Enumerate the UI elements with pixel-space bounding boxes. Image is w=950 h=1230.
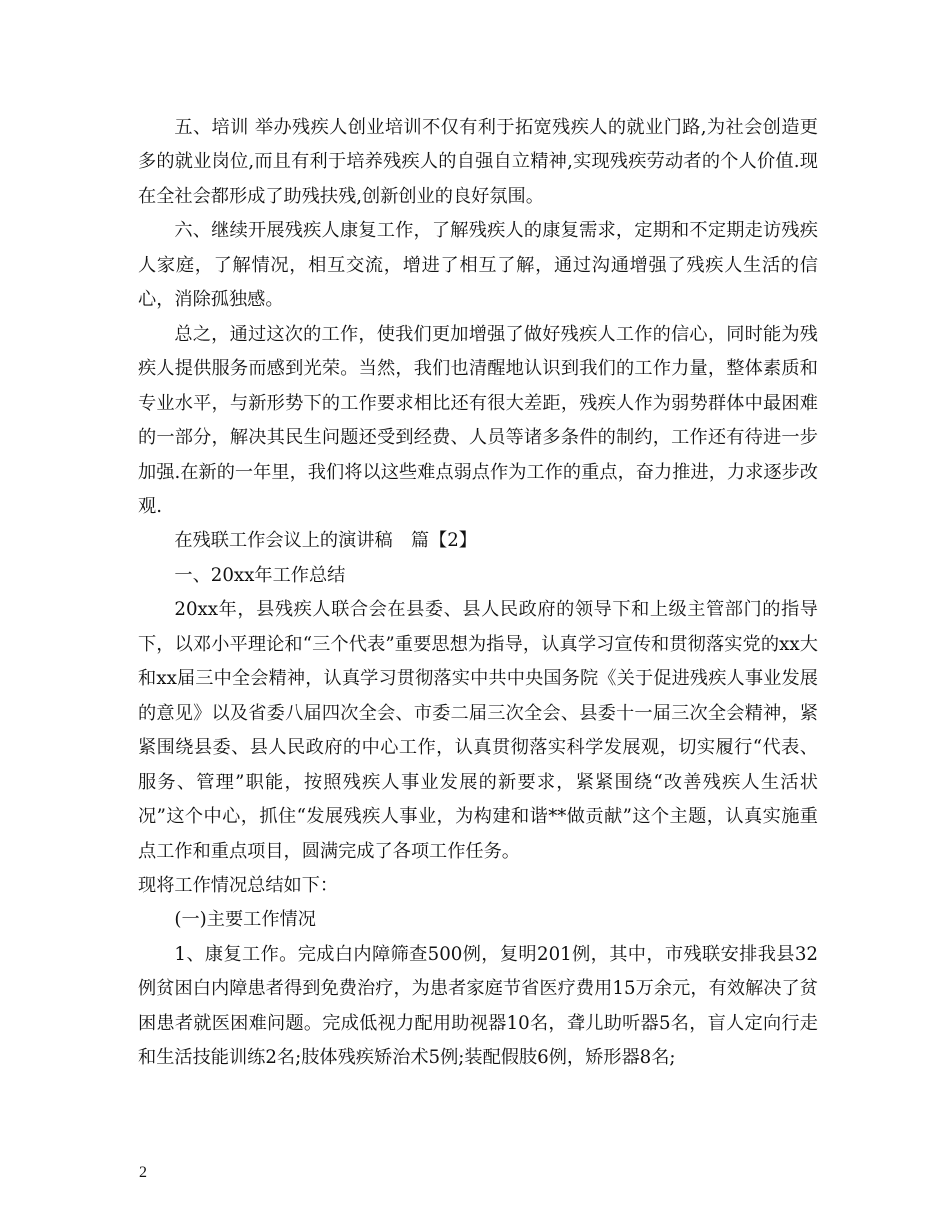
paragraph-rehabilitation: 六、继续开展残疾人康复工作，了解残疾人的康复需求，定期和不定期走访残疾人家庭，了解情况，相互交流，增进了相互了解，通过沟通增强了残疾人生活的信心，消除孤独感。 [138, 220, 818, 311]
paragraph-annual-work: 20xx年，县残疾人联合会在县委、县人民政府的领导下和上级主管部门的指导下，以邓小平理论和“三个代表”重要思想为指导，认真学习宣传和贯彻落实党的xx大和xx届三中全会精神，认真学习贯彻落实中共中央国务院《关于促进残疾人事业发展的意见》以及省委八届四次全会、市委二届三次全会、县委十一届三次全会精神，紧紧围绕县委、县人民政府的中心工作，认真贯彻落实科学发展观，切实履行“代表、服务、管理”职能，按照残疾人事业发展的新要求，紧紧围绕“改善残疾人生活状况”这个中心，抓住“发展残疾人事业，为构建和谐**做贡献”这个主题，认真实施重点工作和重点项目，圆满完成了各项工作任务。 [138, 599, 818, 862]
paragraph-summary: 总之，通过这次的工作，使我们更加增强了做好残疾人工作的信心，同时能为残疾人提供服务而感到光荣。当然，我们也清醒地认识到我们的工作力量，整体素质和专业水平，与新形势下的工作要求相比还有很大差距，残疾人作为弱势群体中最困难的一部分，解决其民生问题还受到经费、人员等诸多条件的制约，工作还有待进一步加强.在新的一年里，我们将以这些难点弱点作为工作的重点，奋力推进，力求逐步改观. [138, 323, 818, 517]
page-number: 2 [139, 1164, 147, 1181]
section-heading: 一、20xx年工作总结 [174, 564, 346, 586]
document-body [138, 111, 818, 1076]
section-title: 在残联工作会议上的演讲稿 篇【2】 [174, 530, 477, 552]
paragraph-rehab-work: 1、康复工作。完成白内障筛查500例，复明201例，其中，市残联安排我县32例贫困白内障患者得到免费治疗，为患者家庭节省医疗费用15万余元，有效解决了贫困患者就医困难问题。完成低视力配用助视器10名，聋儿助听器5名，盲人定向行走和生活技能训练2名;肢体残疾矫治术5例;装配假肢6例，矫形器8名; [138, 943, 818, 1069]
subsection-heading: (一)主要工作情况 [174, 909, 316, 931]
paragraph-intro-line: 现将工作情况总结如下： [138, 874, 339, 896]
paragraph-training: 五、培训 举办残疾人创业培训不仅有利于拓宽残疾人的就业门路,为社会创造更多的就业岗位,而且有利于培养残疾人的自强自立精神,实现残疾劳动者的个人价值.现在全社会都形成了助残扶残,创新创业的良好氛围。 [138, 117, 818, 207]
